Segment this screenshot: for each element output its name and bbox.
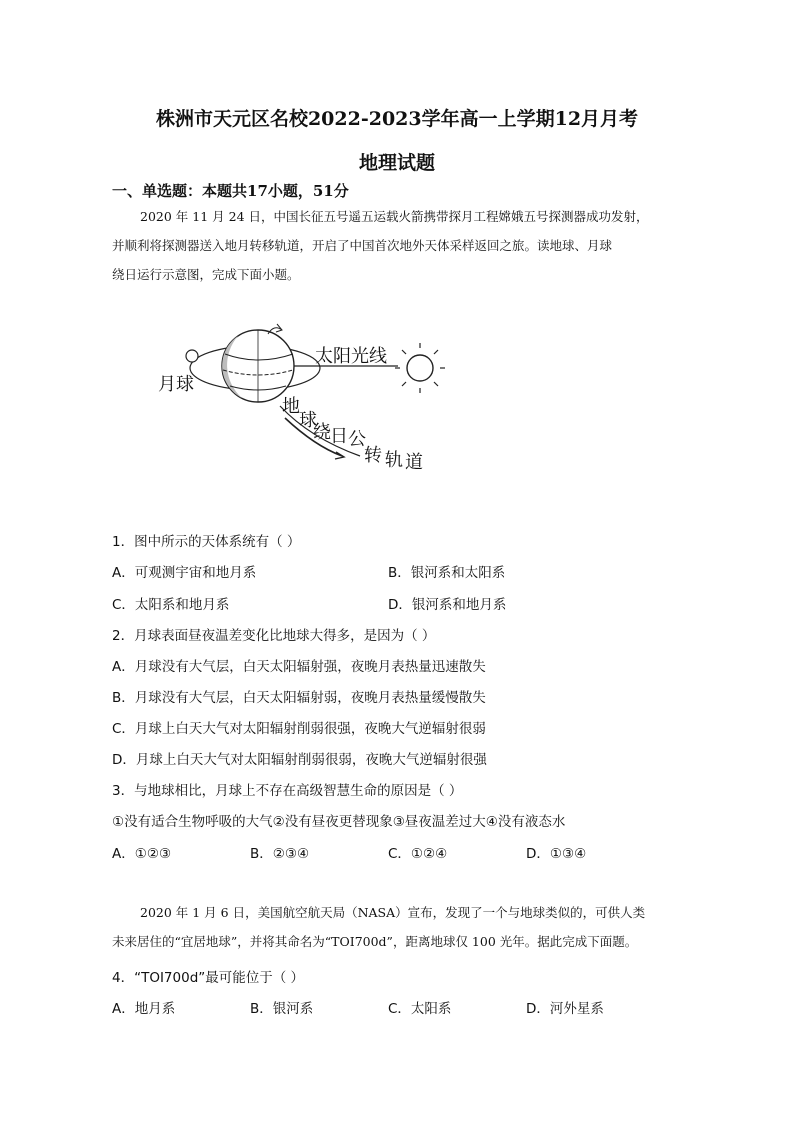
q3-option-b: B．②③④ <box>250 846 310 862</box>
q3-option-c: C．①②④ <box>388 846 448 862</box>
orbit-label-char: 球 <box>299 410 317 431</box>
passage-2 <box>112 898 692 956</box>
q1-option-c: C．太阳系和地月系 <box>112 597 230 613</box>
passage-line: 并顺利将探测器送入地月转移轨道，开启了中国首次地外天体采样返回之旅。读地球、月球 <box>112 238 613 253</box>
q2-option-c: C．月球上白天大气对太阳辐射削弱很强，夜晚大气逆辐射很弱 <box>112 721 486 737</box>
orbit-label-char: 公 <box>348 429 366 450</box>
passage-line: 2020 年 1 月 6 日，美国航空航天局（NASA）宣布，发现了一个与地球类似的，可供人类 <box>140 905 646 920</box>
q3-option-a: A．①②③ <box>112 846 172 862</box>
exam-title: 株洲市天元区名校2022-2023学年高一上学期12月月考 <box>155 108 639 130</box>
q4-option-c: C．太阳系 <box>388 1001 452 1017</box>
section-heading: 一、单选题：本题共17小题，51分 <box>112 182 349 200</box>
orbit-label-char: 绕 <box>313 422 331 443</box>
q1-option-a: A．可观测宇宙和地月系 <box>112 565 257 581</box>
earth-moon-sun-diagram <box>150 318 450 478</box>
q4-option-a: A．地月系 <box>112 1001 176 1017</box>
orbit-label-char: 轨 <box>385 450 403 471</box>
question-2-stem: 2．月球表面昼夜温差变化比地球大得多，是因为（ ） <box>112 628 436 644</box>
q3-items: ①没有适合生物呼吸的大气②没有昼夜更替现象③昼夜温差过大④没有液态水 <box>112 814 566 830</box>
moon-icon <box>186 350 198 362</box>
q3-option-d: D．①③④ <box>526 846 587 862</box>
question-4-stem: 4．“TOI700d”最可能位于（ ） <box>112 970 305 986</box>
q2-option-d: D．月球上白天大气对太阳辐射削弱很弱，夜晚大气逆辐射很强 <box>112 752 487 768</box>
passage-line: 2020 年 11 月 24 日，中国长征五号遥五运载火箭携带探月工程嫦娥五号探测器成功发射， <box>140 209 649 224</box>
q1-option-b: B．银河系和太阳系 <box>388 565 506 581</box>
passage-line: 未来居住的“宜居地球”，并将其命名为“TOI700d”，距离地球仅 100 光年。据此完成下面题。 <box>112 934 638 949</box>
q1-option-d: D．银河系和地月系 <box>388 597 507 613</box>
orbit-label-char: 地 <box>282 396 300 417</box>
exam-subtitle: 地理试题 <box>358 152 435 174</box>
sun-icon <box>395 343 445 393</box>
question-1-stem: 1．图中所示的天体系统有（ ） <box>112 534 301 550</box>
passage-line: 绕日运行示意图，完成下面小题。 <box>112 267 300 282</box>
q2-option-a: A．月球没有大气层，白天太阳辐射强，夜晚月表热量迅速散失 <box>112 659 486 675</box>
q2-option-b: B．月球没有大气层，白天太阳辐射弱，夜晚月表热量缓慢散失 <box>112 690 486 706</box>
moon-label: 月球 <box>158 374 194 395</box>
orbit-label-char: 日 <box>330 426 348 447</box>
question-3-stem: 3．与地球相比，月球上不存在高级智慧生命的原因是（ ） <box>112 783 463 799</box>
passage-1 <box>112 202 692 289</box>
q4-option-b: B．银河系 <box>250 1001 314 1017</box>
sunlight-label: 太阳光线 <box>315 346 387 367</box>
orbit-label-char: 道 <box>405 452 423 473</box>
q4-option-d: D．河外星系 <box>526 1001 604 1017</box>
orbit-label-char: 转 <box>364 445 382 466</box>
